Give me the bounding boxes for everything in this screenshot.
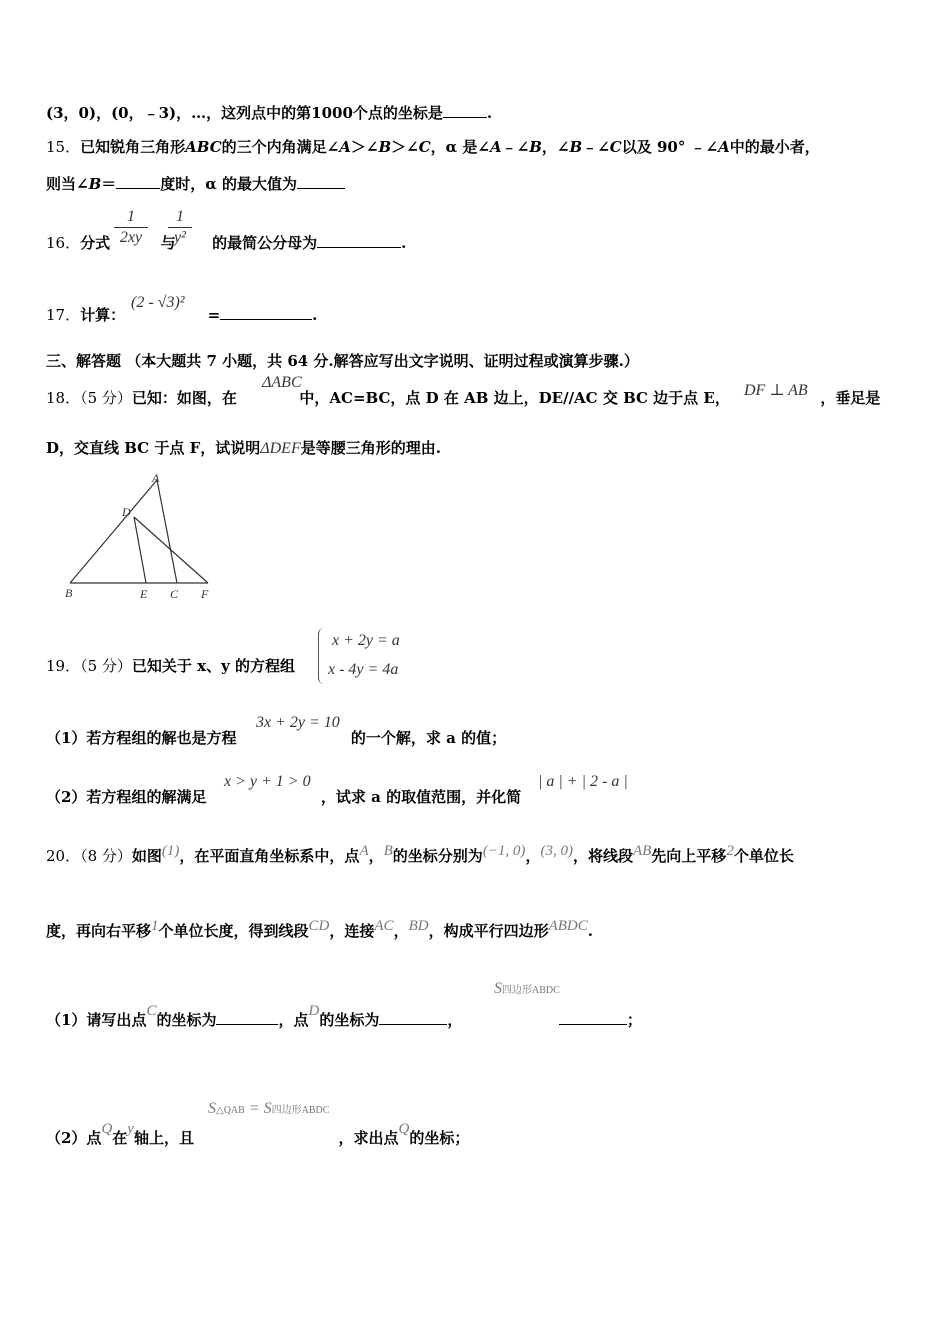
q18-line1: 18．（5 分）已知：如图，在 中，AC=BC，点 D 在 AB 边上，DE//AC 交 BC 边于点 E， ，垂足是 <box>46 389 881 407</box>
q14-tail-line: (3，0)，(0，﹣3)，…，这列点中的第1000个点的坐标是 . <box>46 104 493 122</box>
q16-line: 16．分式 与 的最简公分母为 . <box>46 234 407 252</box>
area-abdc-label: S四边形ABDC <box>494 980 560 997</box>
section-title: 三、解答题 （本大题共 7 小题，共 64 分.解答应写出文字说明、证明过程或演算步骤.） <box>46 352 639 370</box>
equation-2: x - 4y = 4a <box>328 661 399 678</box>
answer-blank[interactable] <box>216 1010 278 1025</box>
segment-AC <box>157 480 177 583</box>
q20-sub2: （2）点Q在y轴上，且 ，求出点Q的坐标； <box>46 1121 470 1147</box>
label-A: A <box>152 471 160 485</box>
score-label: （8 分） <box>80 847 132 865</box>
q18-line2: D，交直线 BC 于点 F，试说明ΔDEF是等腰三角形的理由. <box>46 439 441 457</box>
triangle-figure <box>60 470 220 605</box>
absolute-value-expression: | a | + | 2 - a | <box>538 773 628 790</box>
perpendicular-expression: DF ⊥ AB <box>744 382 808 399</box>
triangle-abc-symbol: ΔABC <box>262 374 302 391</box>
question-number: 15． <box>46 138 81 156</box>
label-F: F <box>201 587 209 601</box>
question-number: 17． <box>46 306 81 324</box>
label-B: B <box>65 586 73 600</box>
question-number: 18． <box>46 389 81 407</box>
q20-line1: 20．（8 分）如图(1)，在平面直角坐标系中，点A，B的坐标分别为(−1, 0)，(3, 0)，将线段AB先向上平移2个单位长 <box>46 843 794 865</box>
segment-DF <box>134 517 208 583</box>
answer-blank[interactable] <box>297 174 345 189</box>
q19-sub1: （1）若方程组的解也是方程 的一个解，求 a 的值； <box>46 729 507 747</box>
score-label: （5 分） <box>80 389 132 407</box>
area-equation: S△QAB = S四边形ABDC <box>208 1100 330 1117</box>
question-number: 16． <box>46 234 81 252</box>
equation-3: 3x + 2y = 10 <box>256 714 340 731</box>
q19-line: 19．（5 分）已知关于 x、y 的方程组 <box>46 657 296 675</box>
q15-line1: 15．已知锐角三角形ABC的三个内角满足∠A＞∠B＞∠C，α 是∠A﹣∠B，∠B﹣∠C以及 90° ﹣∠A中的最小者， <box>46 138 820 156</box>
score-label: （5 分） <box>80 657 132 675</box>
answer-blank[interactable] <box>379 1010 447 1025</box>
label-D: D <box>122 505 131 519</box>
answer-blank[interactable] <box>317 233 401 248</box>
segment-BA <box>70 480 157 583</box>
label-E: E <box>140 587 148 601</box>
system-brace <box>318 628 325 684</box>
label-C: C <box>170 587 179 601</box>
answer-blank[interactable] <box>559 1010 627 1025</box>
q19-sub2: （2）若方程组的解满足 ，试求 a 的取值范围，并化简 <box>46 788 522 806</box>
q20-line2: 度，再向右平移1个单位长度，得到线段CD，连接AC，BD，构成平行四边形ABDC. <box>46 918 593 940</box>
q17-line: 17．计算： = . <box>46 306 318 324</box>
equation-1: x + 2y = a <box>332 632 400 649</box>
inequality: x > y + 1 > 0 <box>224 773 311 790</box>
question-number: 20． <box>46 847 81 865</box>
sqrt-expression: (2 - √3)² <box>131 294 185 311</box>
fraction-1-over-2xy: 1 2xy <box>114 208 148 247</box>
question-number: 19． <box>46 657 81 675</box>
q20-sub1: （1）请写出点C的坐标为 ，点D的坐标为 ， ； <box>46 1003 642 1029</box>
answer-blank[interactable] <box>220 305 312 320</box>
fraction-1-over-y2: 1 y² <box>168 208 192 247</box>
answer-blank[interactable] <box>443 103 487 118</box>
q15-line2: 则当∠B＝ 度时，α 的最大值为 <box>46 174 345 194</box>
answer-blank[interactable] <box>116 174 160 189</box>
